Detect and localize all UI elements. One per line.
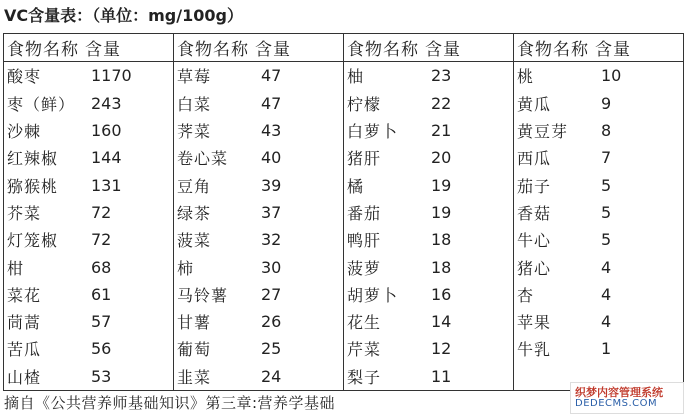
- vc-value: 26: [261, 312, 282, 332]
- vc-value: 1: [601, 339, 612, 359]
- table-cell: [174, 253, 344, 280]
- table-row: [4, 308, 684, 335]
- table-cell: [344, 308, 514, 335]
- table-row: [4, 171, 684, 198]
- table-cell: [174, 335, 344, 362]
- vc-value: 11: [431, 366, 452, 386]
- header-cell: [344, 34, 514, 62]
- header-content: 含量: [255, 40, 291, 61]
- food-name: 芹菜: [347, 340, 382, 360]
- source-citation: 摘自《公共营养师基础知识》第三章:营养学基础: [4, 394, 336, 412]
- food-name: 牛乳: [517, 340, 552, 360]
- food-name: 菠萝: [347, 258, 382, 278]
- vc-value: 4: [601, 312, 612, 332]
- table-cell: [174, 117, 344, 144]
- table-cell: [174, 62, 344, 90]
- vc-value: 43: [261, 121, 282, 141]
- vc-value: 39: [261, 175, 282, 195]
- vc-value: 32: [261, 230, 282, 250]
- table-cell: [174, 363, 344, 391]
- table-cell: [514, 144, 684, 171]
- header-cell: [174, 34, 344, 62]
- vc-value: 47: [261, 66, 282, 86]
- table-cell: [514, 199, 684, 226]
- vc-value: 160: [91, 121, 122, 141]
- food-name: 菠菜: [177, 231, 212, 251]
- table-cell: [514, 226, 684, 253]
- food-name: 韭菜: [177, 367, 212, 387]
- table-row: [4, 281, 684, 308]
- vc-value: 9: [601, 93, 612, 113]
- watermark-url: DEDECMS.COM: [575, 398, 658, 409]
- table-row: [4, 226, 684, 253]
- table-cell: [344, 281, 514, 308]
- vc-value: 24: [261, 366, 282, 386]
- table-cell: [174, 308, 344, 335]
- table-cell: [4, 199, 174, 226]
- table-row: [4, 144, 684, 171]
- vc-value: 12: [431, 339, 452, 359]
- watermark-text: 织梦内容管理系统: [575, 386, 663, 399]
- table-cell: [4, 308, 174, 335]
- food-name: 菜花: [7, 285, 42, 305]
- header-cell: [4, 34, 174, 62]
- vc-value: 18: [431, 230, 452, 250]
- table-cell: [4, 117, 174, 144]
- table-cell: [514, 117, 684, 144]
- table-cell: [174, 226, 344, 253]
- header-content: 含量: [425, 40, 461, 61]
- table-cell: [514, 335, 684, 362]
- vc-value: 18: [431, 257, 452, 277]
- vc-value: 27: [261, 284, 282, 304]
- vc-value: 5: [601, 175, 612, 195]
- table-cell: [4, 226, 174, 253]
- vc-value: 4: [601, 284, 612, 304]
- table-cell: [4, 171, 174, 198]
- table-cell: [174, 144, 344, 171]
- food-name: 猪心: [517, 258, 552, 278]
- table-header-row: [4, 34, 684, 62]
- food-name: 荠菜: [177, 122, 212, 142]
- vc-value: 5: [601, 202, 612, 222]
- food-name: 白菜: [177, 94, 212, 114]
- table-cell: [4, 335, 174, 362]
- vc-value: 14: [431, 312, 452, 332]
- vc-content-table: [3, 33, 684, 391]
- food-name: 橘: [347, 176, 365, 196]
- vc-value: 56: [91, 339, 112, 359]
- food-name: 黄瓜: [517, 94, 552, 114]
- table-cell: [344, 199, 514, 226]
- vc-value: 22: [431, 93, 452, 113]
- food-name: 芥菜: [7, 203, 42, 223]
- vc-value: 47: [261, 93, 282, 113]
- food-name: 白萝卜: [347, 122, 399, 142]
- food-name: 柚: [347, 67, 365, 87]
- vc-value: 30: [261, 257, 282, 277]
- food-name: 红辣椒: [7, 149, 59, 169]
- vc-value: 16: [431, 284, 452, 304]
- food-name: 山楂: [7, 367, 42, 387]
- food-name: 柑: [7, 258, 25, 278]
- page-title: VC含量表：（单位：mg/100g）: [4, 6, 243, 25]
- food-name: 苹果: [517, 313, 552, 333]
- vc-value: 57: [91, 312, 112, 332]
- table-row: [4, 90, 684, 117]
- food-name: 酸枣: [7, 67, 42, 87]
- food-name: 胡萝卜: [347, 285, 399, 305]
- vc-value: 10: [601, 66, 622, 86]
- vc-value: 21: [431, 121, 452, 141]
- food-name: 猕猴桃: [7, 176, 59, 196]
- table-row: [4, 335, 684, 362]
- vc-value: 4: [601, 257, 612, 277]
- table-cell: [174, 199, 344, 226]
- food-name: 柿: [177, 258, 195, 278]
- food-name: 杏: [517, 285, 535, 305]
- vc-value: 61: [91, 284, 112, 304]
- food-name: 草莓: [177, 67, 212, 87]
- table-cell: [4, 363, 174, 391]
- table-cell: [344, 117, 514, 144]
- table-row: [4, 199, 684, 226]
- watermark-logo: [570, 382, 684, 414]
- header-content: 含量: [595, 40, 631, 61]
- vc-value: 144: [91, 148, 122, 168]
- vc-value: 72: [91, 202, 112, 222]
- food-name: 马铃薯: [177, 285, 229, 305]
- table-cell: [344, 363, 514, 391]
- table-cell: [174, 281, 344, 308]
- vc-value: 40: [261, 148, 282, 168]
- table-cell: [344, 62, 514, 90]
- food-name: 茼蒿: [7, 313, 42, 333]
- vc-value: 25: [261, 339, 282, 359]
- table-row: [4, 253, 684, 280]
- vc-value: 8: [601, 121, 612, 141]
- food-name: 牛心: [517, 231, 552, 251]
- table-cell: [514, 171, 684, 198]
- table-cell: [344, 90, 514, 117]
- header-content: 含量: [85, 40, 121, 61]
- food-name: 鸭肝: [347, 231, 382, 251]
- vc-value: 131: [91, 175, 122, 195]
- food-name: 香菇: [517, 203, 552, 223]
- food-name: 苦瓜: [7, 340, 42, 360]
- vc-value: 5: [601, 230, 612, 250]
- vc-value: 19: [431, 175, 452, 195]
- header-food-name: 食物名称: [517, 40, 589, 61]
- vc-value: 7: [601, 148, 612, 168]
- food-name: 猪肝: [347, 149, 382, 169]
- food-name: 葡萄: [177, 340, 212, 360]
- food-name: 梨子: [347, 367, 382, 387]
- food-name: 茄子: [517, 176, 552, 196]
- food-name: 桃: [517, 67, 535, 87]
- food-name: 沙棘: [7, 122, 42, 142]
- table-cell: [514, 253, 684, 280]
- header-cell: [514, 34, 684, 62]
- table-cell: [514, 90, 684, 117]
- food-name: 豆角: [177, 176, 212, 196]
- food-name: 黄豆芽: [517, 122, 569, 142]
- table-cell: [344, 335, 514, 362]
- food-name: 花生: [347, 313, 382, 333]
- table-cell: [344, 171, 514, 198]
- vc-value: 1170: [91, 66, 132, 86]
- header-food-name: 食物名称: [347, 40, 419, 61]
- vc-value: 53: [91, 366, 112, 386]
- table-cell: [4, 62, 174, 90]
- table-cell: [514, 62, 684, 90]
- table-row: [4, 62, 684, 90]
- header-food-name: 食物名称: [7, 40, 79, 61]
- table-cell: [344, 253, 514, 280]
- vc-value: 23: [431, 66, 452, 86]
- table-cell: [514, 281, 684, 308]
- vc-value: 243: [91, 93, 122, 113]
- table-cell: [4, 253, 174, 280]
- vc-value: 19: [431, 202, 452, 222]
- food-name: 柠檬: [347, 94, 382, 114]
- table-cell: [4, 90, 174, 117]
- header-food-name: 食物名称: [177, 40, 249, 61]
- table-cell: [174, 90, 344, 117]
- food-name: 番茄: [347, 203, 382, 223]
- table-cell: [4, 281, 174, 308]
- food-name: 西瓜: [517, 149, 552, 169]
- food-name: 甘薯: [177, 313, 212, 333]
- table-cell: [514, 308, 684, 335]
- vc-value: 20: [431, 148, 452, 168]
- vc-value: 37: [261, 202, 282, 222]
- food-name: 卷心菜: [177, 149, 229, 169]
- table-row: [4, 117, 684, 144]
- table-cell: [4, 144, 174, 171]
- table-cell: [174, 171, 344, 198]
- vc-value: 72: [91, 230, 112, 250]
- table-cell: [344, 144, 514, 171]
- food-name: 枣（鲜）: [7, 94, 76, 114]
- food-name: 绿茶: [177, 203, 212, 223]
- food-name: 灯笼椒: [7, 231, 59, 251]
- table-cell: [344, 226, 514, 253]
- vc-value: 68: [91, 257, 112, 277]
